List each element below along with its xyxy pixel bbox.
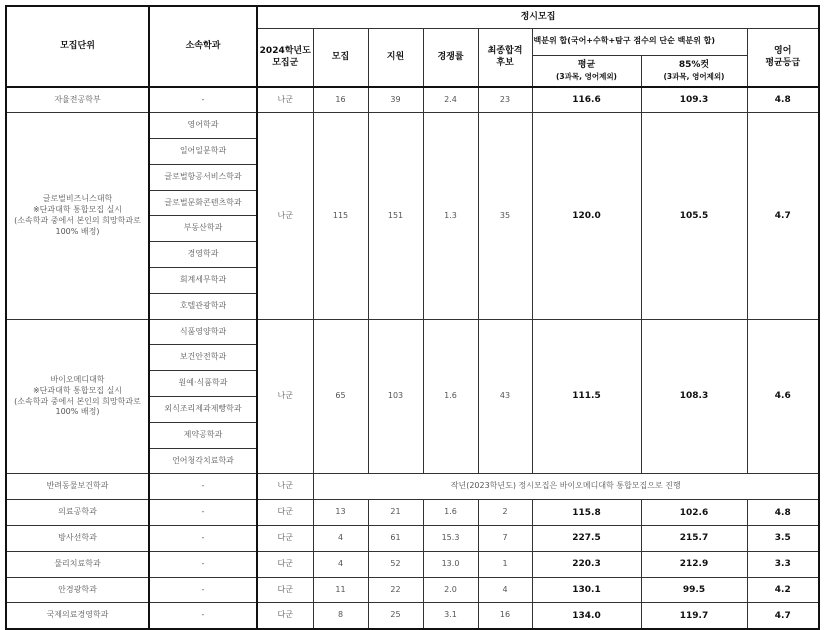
group-cell: 나군	[257, 474, 313, 500]
header-english-line1: 영어	[774, 46, 792, 57]
ratio-cell: 15.3	[423, 526, 478, 552]
unit-cell	[6, 526, 149, 552]
table-row	[6, 577, 819, 603]
group-cell: 나군	[257, 87, 313, 113]
dept-cell: 부동산학과	[149, 216, 257, 242]
dept-cell: 회계세무학과	[149, 268, 257, 294]
unit-line: 반려동물보건학과	[46, 481, 109, 491]
ratio-cell: 3.1	[423, 603, 478, 629]
ratio-cell: 13.0	[423, 551, 478, 577]
group-cell: 나군	[257, 113, 313, 319]
header-percentile: 백분위 합(국어+수학+탐구 점수의 단순 백분위 합)	[532, 28, 747, 55]
table-header	[6, 6, 819, 87]
cut85-cell: 215.7	[641, 526, 747, 552]
header-final-line2: 후보	[496, 58, 514, 69]
unit-cell	[6, 113, 149, 319]
header-group	[257, 28, 313, 87]
final-cell: 16	[478, 603, 532, 629]
header-apply: 지원	[368, 28, 423, 87]
header-recruit: 모집	[313, 28, 368, 87]
ratio-cell: 1.6	[423, 319, 478, 474]
header-cut85	[641, 55, 747, 87]
avg-cell: 111.5	[532, 319, 641, 474]
apply-cell: 22	[368, 577, 423, 603]
final-cell: 43	[478, 319, 532, 474]
ratio-cell: 1.3	[423, 113, 478, 319]
cut85-cell: 102.6	[641, 500, 747, 526]
cut85-cell: 105.5	[641, 113, 747, 319]
table-row	[6, 319, 819, 345]
avg-cell: 130.1	[532, 577, 641, 603]
dept-cell: 보건안전학과	[149, 345, 257, 371]
recruit-cell: 4	[313, 526, 368, 552]
dept-cell: 글로벌문화콘텐츠학과	[149, 190, 257, 216]
eng-cell: 4.8	[747, 500, 819, 526]
header-unit: 모집단위	[6, 6, 149, 87]
recruit-cell: 115	[313, 113, 368, 319]
apply-cell: 103	[368, 319, 423, 474]
dept-cell: 식품영양학과	[149, 319, 257, 345]
eng-cell: 4.7	[747, 603, 819, 629]
apply-cell: 25	[368, 603, 423, 629]
final-cell: 23	[478, 87, 532, 113]
ratio-cell: 2.0	[423, 577, 478, 603]
table-row	[6, 551, 819, 577]
recruit-cell: 16	[313, 87, 368, 113]
dept-cell: -	[149, 577, 257, 603]
header-english	[747, 28, 819, 87]
group-cell: 다군	[257, 603, 313, 629]
final-cell: 2	[478, 500, 532, 526]
table-row	[6, 474, 819, 500]
unit-cell	[6, 319, 149, 474]
unit-line: 국제의료경영학과	[46, 610, 109, 620]
unit-line: 방사선학과	[58, 533, 97, 543]
final-cell: 4	[478, 577, 532, 603]
dept-cell: 호텔관광학과	[149, 293, 257, 319]
recruit-cell: 4	[313, 551, 368, 577]
unit-line: 물리치료학과	[54, 558, 101, 568]
dept-cell: -	[149, 551, 257, 577]
dept-cell: -	[149, 526, 257, 552]
apply-cell: 39	[368, 87, 423, 113]
header-group-line2: 모집군	[272, 58, 299, 69]
apply-cell: 52	[368, 551, 423, 577]
header-cut85-label: 85%컷	[678, 59, 710, 70]
dept-cell: 제약공학과	[149, 422, 257, 448]
recruit-cell: 8	[313, 603, 368, 629]
unit-line: 자율전공학부	[54, 94, 101, 104]
eng-cell: 3.3	[747, 551, 819, 577]
eng-cell: 3.5	[747, 526, 819, 552]
dept-cell: -	[149, 474, 257, 500]
group-cell: 다군	[257, 577, 313, 603]
final-cell: 1	[478, 551, 532, 577]
header-avg-label: 평균	[577, 59, 596, 70]
cut85-cell: 99.5	[641, 577, 747, 603]
dept-cell: 언어청각치료학과	[149, 448, 257, 474]
table-row	[6, 526, 819, 552]
eng-cell: 4.8	[747, 87, 819, 113]
admissions-table	[5, 5, 820, 630]
dept-cell: 외식조리제과제빵학과	[149, 397, 257, 423]
avg-cell: 116.6	[532, 87, 641, 113]
final-cell: 7	[478, 526, 532, 552]
header-final	[478, 28, 532, 87]
table-row	[6, 500, 819, 526]
recruit-cell: 13	[313, 500, 368, 526]
header-cut85-note: (3과목, 영어제외)	[663, 71, 725, 81]
header-group-line1: 2024학년도	[259, 46, 311, 57]
unit-line: 바이오메디대학	[50, 374, 105, 384]
header-avg-note: (3과목, 영어제외)	[555, 71, 617, 81]
ratio-cell: 1.6	[423, 500, 478, 526]
dept-cell: 글로벌항공서비스학과	[149, 164, 257, 190]
dept-cell: -	[149, 603, 257, 629]
avg-cell: 120.0	[532, 113, 641, 319]
group-cell: 다군	[257, 551, 313, 577]
unit-cell	[6, 474, 149, 500]
table-body	[6, 87, 819, 629]
cut85-cell: 109.3	[641, 87, 747, 113]
cut85-cell: 119.7	[641, 603, 747, 629]
unit-line: (소속학과 중에서 본인의 희망학과로 100% 배정)	[14, 215, 141, 236]
eng-cell: 4.6	[747, 319, 819, 474]
unit-cell	[6, 551, 149, 577]
eng-cell: 4.7	[747, 113, 819, 319]
apply-cell: 61	[368, 526, 423, 552]
avg-cell: 134.0	[532, 603, 641, 629]
ratio-cell: 2.4	[423, 87, 478, 113]
group-cell: 다군	[257, 526, 313, 552]
unit-cell	[6, 500, 149, 526]
header-avg	[532, 55, 641, 87]
header-english-line2: 평균등급	[765, 58, 801, 69]
table-row	[6, 87, 819, 113]
group-cell: 나군	[257, 319, 313, 474]
avg-cell: 115.8	[532, 500, 641, 526]
unit-cell	[6, 87, 149, 113]
unit-line: 글로벌비즈니스대학	[42, 194, 113, 204]
table-row	[6, 603, 819, 629]
table-row	[6, 113, 819, 139]
header-final-line1: 최종합격	[487, 46, 523, 57]
dept-cell: 영어학과	[149, 113, 257, 139]
recruit-cell: 11	[313, 577, 368, 603]
avg-cell: 227.5	[532, 526, 641, 552]
dept-cell: 원예·식품학과	[149, 371, 257, 397]
eng-cell: 4.2	[747, 577, 819, 603]
final-cell: 35	[478, 113, 532, 319]
dept-cell: 경영학과	[149, 242, 257, 268]
cut85-cell: 108.3	[641, 319, 747, 474]
note-cell: 작년(2023학년도) 정시모집은 바이오메디대학 통합모집으로 진행	[313, 474, 819, 500]
unit-line: ※단과대학 통합모집 실시	[32, 205, 123, 215]
dept-cell: 일어일문학과	[149, 139, 257, 165]
unit-line: 안경광학과	[58, 584, 97, 594]
dept-cell: -	[149, 500, 257, 526]
unit-line: 의료공학과	[58, 507, 97, 517]
apply-cell: 151	[368, 113, 423, 319]
cut85-cell: 212.9	[641, 551, 747, 577]
dept-cell: -	[149, 87, 257, 113]
header-ratio: 경쟁률	[423, 28, 478, 87]
unit-cell	[6, 577, 149, 603]
unit-line: ※단과대학 통합모집 실시	[32, 385, 123, 395]
unit-cell	[6, 603, 149, 629]
avg-cell: 220.3	[532, 551, 641, 577]
group-cell: 다군	[257, 500, 313, 526]
unit-line: (소속학과 중에서 본인의 희망학과로 100% 배정)	[14, 396, 141, 417]
header-dept: 소속학과	[149, 6, 257, 87]
apply-cell: 21	[368, 500, 423, 526]
recruit-cell: 65	[313, 319, 368, 474]
header-jeongsi: 정시모집	[257, 6, 819, 28]
